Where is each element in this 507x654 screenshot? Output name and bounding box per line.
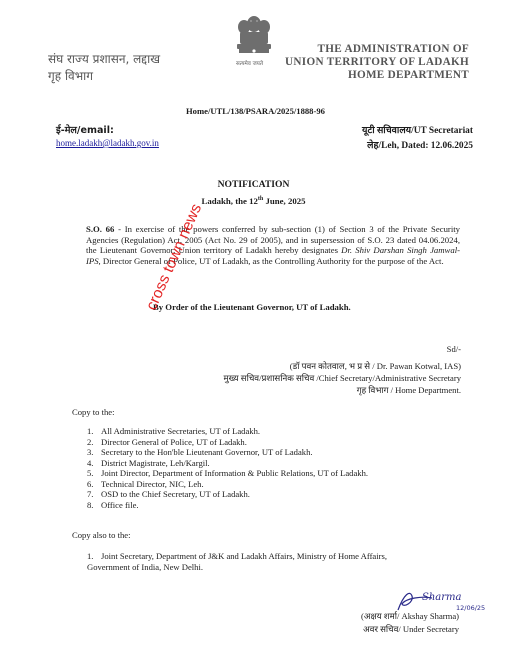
place-date: लेह/Leh, Dated: 12.06.2025 — [367, 141, 473, 151]
copy-to-list — [87, 426, 368, 510]
list-item: 3. Secretary to the Hon'ble Lieutenant Governor, UT of Ladakh. — [87, 447, 313, 457]
email-link[interactable]: home.ladakh@ladakh.gov.in — [56, 138, 159, 148]
copy-also-heading: Copy also to the: — [72, 530, 131, 540]
by-order-line: By Order of the Lieutenant Governor, UT of Ladakh. — [153, 302, 351, 312]
signatory2-name: (अक्षय शर्मा/ Akshay Sharma) — [361, 611, 459, 621]
sd-mark: Sd/- — [446, 344, 461, 354]
copy-also-item: 1. Joint Secretary, Department of J&K and Ladakh Affairs, Ministry of Home Affairs, Government of India, New Delhi. — [87, 551, 387, 572]
secretariat-label: यूटी सचिवालय/UT Secretariat — [362, 126, 473, 136]
signature-scribble: Sharma — [422, 592, 462, 603]
email-label: ई-मेल/email: — [56, 125, 114, 136]
notification-body: S.O. 66 - In exercise of the powers conferred by sub-section (1) of Section 3 of the Private Security Agencies (Regulation) Act, 2005 (Act No. 29 of 2005), and in supersession of S.O. 23 dated 04.06.2024, the Lieutenant Governor, Union territory of Ladakh hereby designates Dr. Shiv Darshan Singh Jamwal-IPS, Director General of Police, UT of Ladakh, as the Controlling Authority for the purpose of the Act. — [86, 224, 460, 266]
signature-date: 12/06/25 — [456, 604, 486, 612]
header-hindi-line2: गृह विभाग — [48, 69, 94, 83]
list-item: 4. District Magistrate, Leh/Kargil. — [87, 457, 210, 468]
copy-to-heading: Copy to the: — [72, 407, 115, 417]
signatory2-designation: अवर सचिव/ Under Secretary — [363, 624, 459, 634]
list-item: 1. All Administrative Secretaries, UT of Ladakh. — [87, 426, 261, 436]
header-english-line3: HOME DEPARTMENT — [347, 69, 469, 81]
notification-title: NOTIFICATION — [217, 179, 290, 190]
so-number: S.O. 66 — [86, 224, 115, 234]
signatory1-designation: मुख्य सचिव/प्रशासनिक सचिव /Chief Secretary/Administrative Secretary — [223, 373, 461, 383]
list-item: 7. OSD to the Chief Secretary, UT of Ladakh. — [87, 489, 250, 499]
notification-date: Ladakh, the 12th June, 2025 — [201, 196, 306, 206]
signatory1-name: (डॉ पवन कोतवाल, भ प्र से / Dr. Pawan Kotwal, IAS) — [289, 361, 461, 371]
header-hindi-line1: संघ राज्य प्रशासन, लद्दाख — [48, 52, 161, 66]
header-english-line1: THE ADMINISTRATION OF — [317, 43, 469, 55]
list-item: 8. Office file. — [87, 499, 139, 510]
signatory1-department: गृह विभाग / Home Department. — [356, 385, 461, 395]
list-item: 2. Director General of Police, UT of Ladakh. — [87, 436, 247, 447]
list-item: 6. Technical Director, NIC, Leh. — [87, 478, 204, 489]
watermark: cross town news — [143, 201, 206, 313]
header-english-line2: UNION TERRITORY OF LADAKH — [285, 56, 469, 68]
list-item: 5. Joint Director, Department of Information & Public Relations, UT of Ladakh. — [87, 468, 369, 478]
officer-name: Dr. Shiv Darshan Singh Jamwal-IPS — [86, 245, 460, 266]
reference-number: Home/UTL/138/PSARA/2025/1888-96 — [186, 106, 325, 116]
emblem-motto: सत्यमेव जयते — [236, 61, 264, 67]
